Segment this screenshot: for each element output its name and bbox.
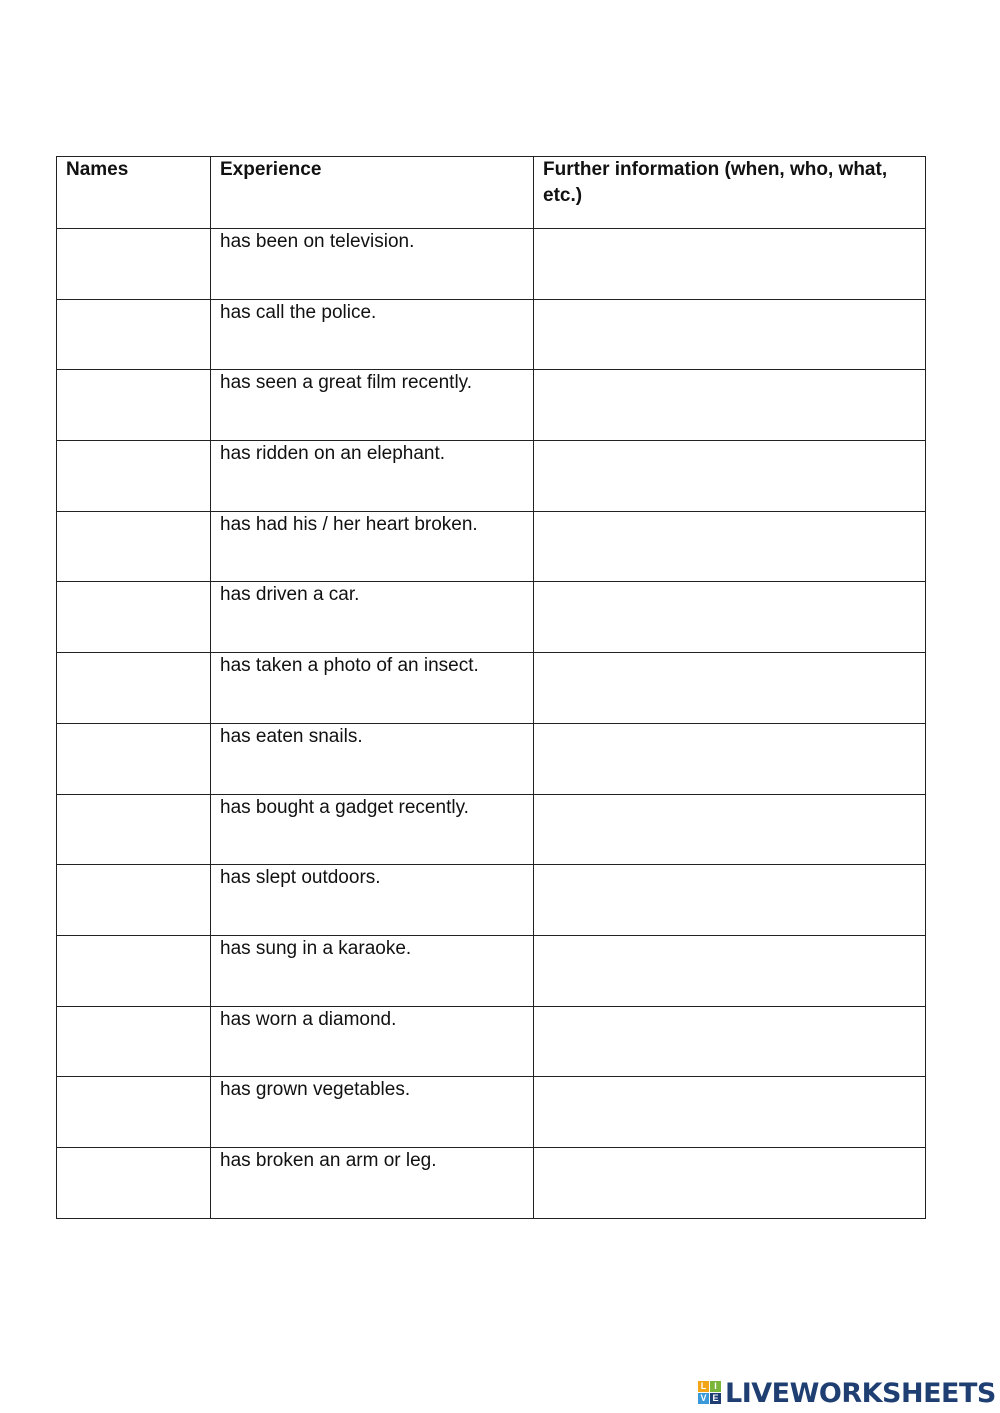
further-info-cell[interactable] xyxy=(534,441,926,512)
further-info-cell[interactable] xyxy=(534,865,926,936)
experience-cell: has grown vegetables. xyxy=(211,1077,534,1148)
further-info-cell[interactable] xyxy=(534,229,926,300)
table-row xyxy=(57,723,926,794)
table-row xyxy=(57,441,926,512)
name-cell[interactable] xyxy=(57,582,211,653)
further-info-cell[interactable] xyxy=(534,582,926,653)
name-cell[interactable] xyxy=(57,511,211,582)
further-info-cell[interactable] xyxy=(534,1077,926,1148)
name-cell[interactable] xyxy=(57,370,211,441)
further-info-cell[interactable] xyxy=(534,723,926,794)
name-cell[interactable] xyxy=(57,865,211,936)
experience-cell: has been on television. xyxy=(211,229,534,300)
table-row xyxy=(57,370,926,441)
experience-table xyxy=(56,156,926,1219)
name-cell[interactable] xyxy=(57,794,211,865)
name-cell[interactable] xyxy=(57,1147,211,1218)
table-row xyxy=(57,653,926,724)
further-info-cell[interactable] xyxy=(534,1147,926,1218)
header-experience: Experience xyxy=(211,157,534,229)
table-row xyxy=(57,511,926,582)
logo-mark-square: I xyxy=(710,1381,721,1392)
experience-cell: has ridden on an elephant. xyxy=(211,441,534,512)
name-cell[interactable] xyxy=(57,935,211,1006)
further-info-cell[interactable] xyxy=(534,370,926,441)
name-cell[interactable] xyxy=(57,1077,211,1148)
further-info-cell[interactable] xyxy=(534,299,926,370)
table-row xyxy=(57,229,926,300)
name-cell[interactable] xyxy=(57,723,211,794)
further-info-cell[interactable] xyxy=(534,653,926,724)
table-row xyxy=(57,935,926,1006)
liveworksheets-logo xyxy=(698,1378,996,1408)
further-info-cell[interactable] xyxy=(534,1006,926,1077)
table-row xyxy=(57,794,926,865)
table-row xyxy=(57,582,926,653)
table-body xyxy=(57,229,926,1219)
experience-cell: has bought a gadget recently. xyxy=(211,794,534,865)
header-further-info: Further information (when, who, what, etc.) xyxy=(534,157,926,229)
experience-cell: has driven a car. xyxy=(211,582,534,653)
experience-cell: has had his / her heart broken. xyxy=(211,511,534,582)
experience-cell: has taken a photo of an insect. xyxy=(211,653,534,724)
name-cell[interactable] xyxy=(57,229,211,300)
name-cell[interactable] xyxy=(57,1006,211,1077)
further-info-cell[interactable] xyxy=(534,935,926,1006)
logo-text: LIVEWORKSHEETS xyxy=(725,1377,996,1409)
table-row xyxy=(57,1077,926,1148)
experience-cell: has slept outdoors. xyxy=(211,865,534,936)
further-info-cell[interactable] xyxy=(534,794,926,865)
experience-cell: has broken an arm or leg. xyxy=(211,1147,534,1218)
table-row xyxy=(57,1147,926,1218)
experience-cell: has worn a diamond. xyxy=(211,1006,534,1077)
experience-cell: has seen a great film recently. xyxy=(211,370,534,441)
logo-mark-square: L xyxy=(698,1381,709,1392)
logo-mark-square: E xyxy=(710,1393,721,1404)
name-cell[interactable] xyxy=(57,441,211,512)
logo-mark-square: V xyxy=(698,1393,709,1404)
experience-cell: has eaten snails. xyxy=(211,723,534,794)
table-row xyxy=(57,299,926,370)
experience-cell: has sung in a karaoke. xyxy=(211,935,534,1006)
table-header-row xyxy=(57,157,926,229)
further-info-cell[interactable] xyxy=(534,511,926,582)
name-cell[interactable] xyxy=(57,299,211,370)
table-row xyxy=(57,1006,926,1077)
experience-cell: has call the police. xyxy=(211,299,534,370)
liveworksheets-logo-icon xyxy=(698,1381,722,1405)
table-row xyxy=(57,865,926,936)
header-names: Names xyxy=(57,157,211,229)
name-cell[interactable] xyxy=(57,653,211,724)
